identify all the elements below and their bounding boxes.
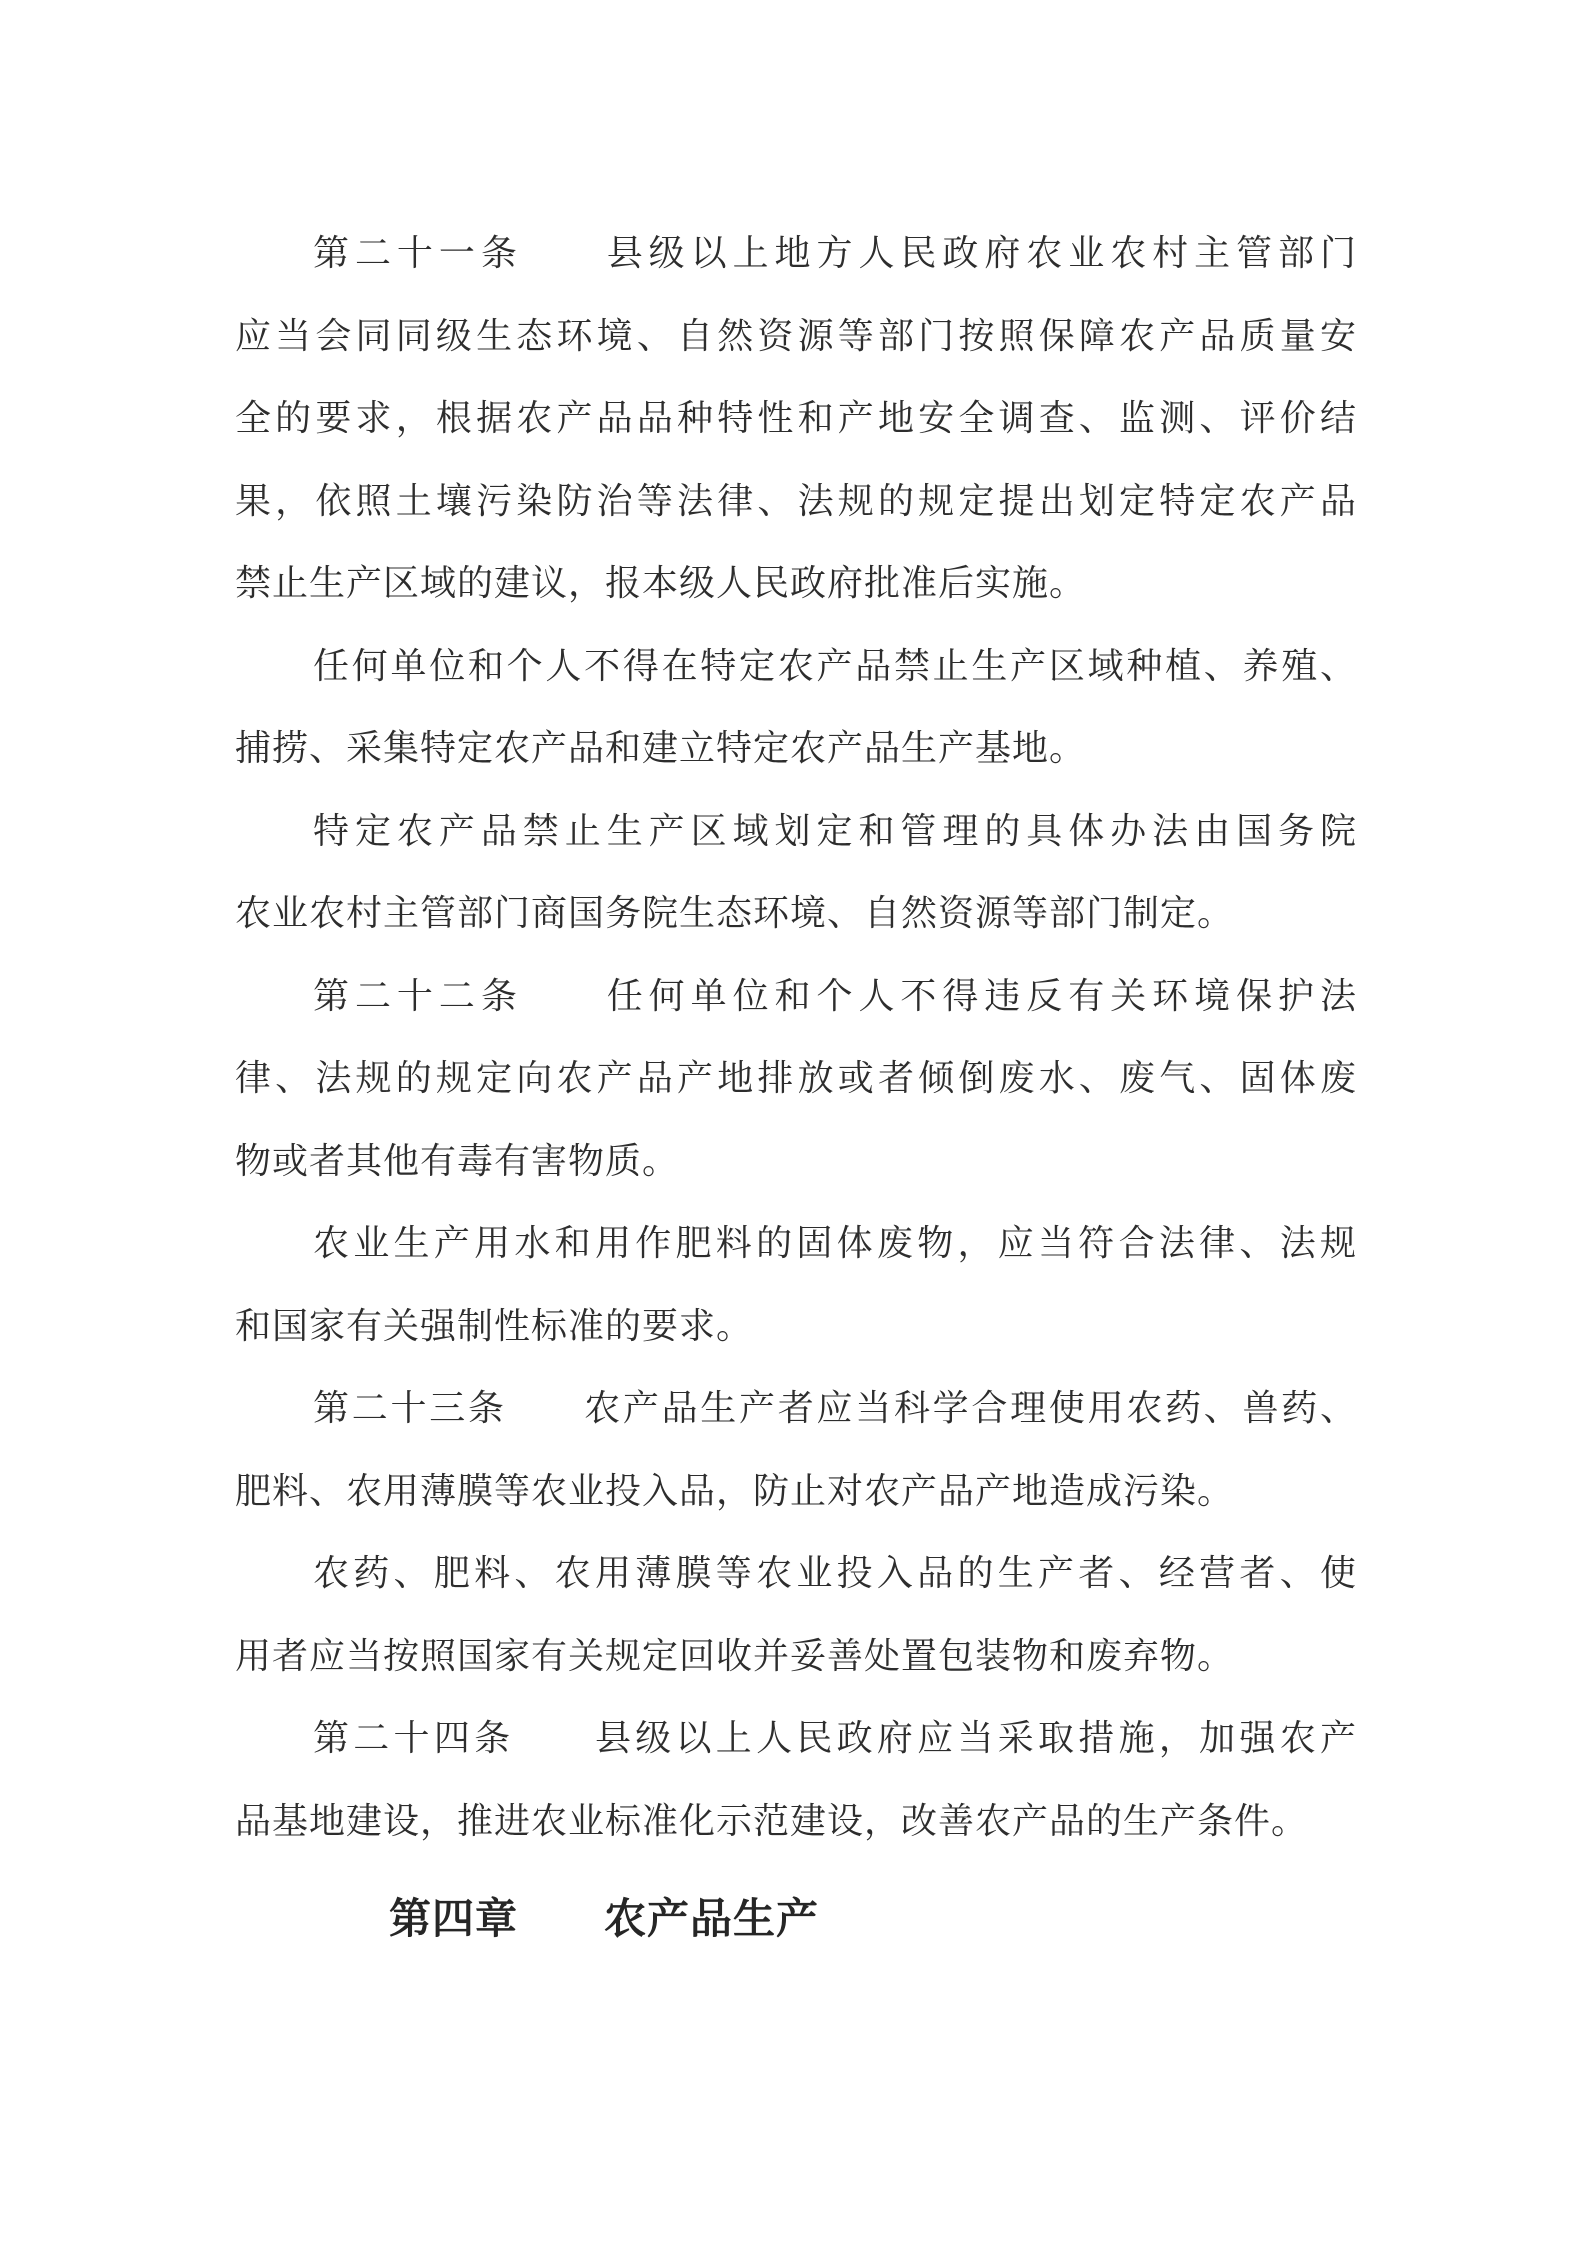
text-line: 捕捞、采集特定农产品和建立特定农产品生产基地。 xyxy=(235,728,1087,768)
text-line: 物或者其他有毒有害物质。 xyxy=(235,1140,680,1181)
text-line: 肥料、农用薄膜等农业投入品，防止对农产品产地造成污染。 xyxy=(235,1470,1235,1511)
text-line: 特定农产品禁止生产区域划定和管理的具体办法由国务院 xyxy=(313,810,1357,851)
chapter-heading: 第四章 农产品生产 xyxy=(389,1897,820,1943)
text-line: 应当会同同级生态环境、自然资源等部门按照保障农产品质量安 xyxy=(235,315,1357,356)
text-line: 第二十二条 任何单位和个人不得违反有关环境保护法 xyxy=(313,975,1357,1016)
text-line: 第二十四条 县级以上人民政府应当采取措施，加强农产 xyxy=(313,1718,1357,1758)
text-line: 农药、肥料、农用薄膜等农业投入品的生产者、经营者、使 xyxy=(313,1553,1357,1593)
document-body xyxy=(235,212,1357,1862)
text-line: 全的要求，根据农产品品种特性和产地安全调查、监测、评价结 xyxy=(235,398,1357,438)
text-line: 品基地建设，推进农业标准化示范建设，改善农产品的生产条件。 xyxy=(235,1800,1309,1841)
text-line: 律、法规的规定向农产品产地排放或者倾倒废水、废气、固体废 xyxy=(235,1058,1357,1098)
text-line: 农业生产用水和用作肥料的固体废物，应当符合法律、法规 xyxy=(313,1223,1357,1263)
text-line: 用者应当按照国家有关规定回收并妥善处置包装物和废弃物。 xyxy=(235,1635,1235,1676)
text-line: 任何单位和个人不得在特定农产品禁止生产区域种植、养殖、 xyxy=(313,645,1357,686)
text-line: 禁止生产区域的建议，报本级人民政府批准后实施。 xyxy=(235,563,1087,603)
text-line: 和国家有关强制性标准的要求。 xyxy=(235,1305,754,1346)
text-line: 第二十一条 县级以上地方人民政府农业农村主管部门 xyxy=(313,233,1357,273)
text-line: 果，依照土壤污染防治等法律、法规的规定提出划定特定农产品 xyxy=(235,480,1357,521)
text-line: 农业农村主管部门商国务院生态环境、自然资源等部门制定。 xyxy=(235,893,1235,933)
text-line: 第二十三条 农产品生产者应当科学合理使用农药、兽药、 xyxy=(313,1388,1357,1428)
